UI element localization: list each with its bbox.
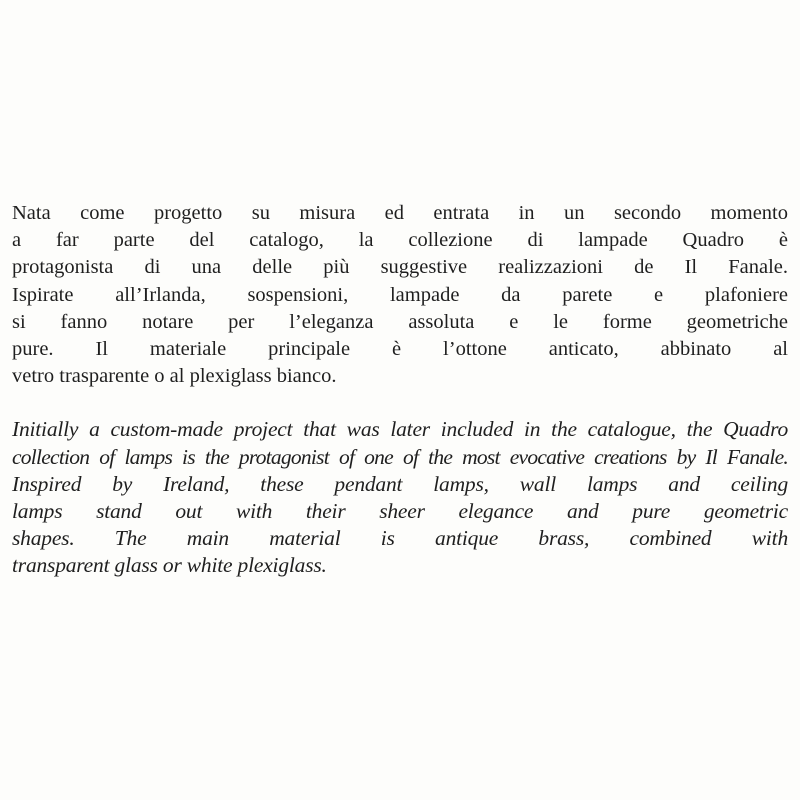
italian-line: si fanno notare per l’eleganza assoluta e le forme geometriche xyxy=(12,310,788,333)
italian-line: Ispirate all’Irlanda, sospensioni, lampade da parete e plafoniere xyxy=(12,283,788,306)
english-line: collection of lamps is the protagonist of one of the most evocative creations by Il Fanale. xyxy=(12,444,788,469)
english-line: Initially a custom-made project that was later included in the catalogue, the Quadro xyxy=(12,417,788,442)
english-line: lamps stand out with their sheer elegance and pure geometric xyxy=(12,498,788,523)
english-line: transparent glass or white plexiglass. xyxy=(12,553,327,578)
italian-line: vetro trasparente o al plexiglass bianco. xyxy=(12,365,337,388)
italian-line: pure. Il materiale principale è l’ottone anticato, abbinato al xyxy=(12,337,788,360)
italian-description xyxy=(12,200,788,390)
italian-line: protagonista di una delle più suggestive realizzazioni de Il Fanale. xyxy=(12,256,788,279)
italian-line: Nata come progetto su misura ed entrata in un secondo momento xyxy=(12,202,788,224)
english-line: Inspired by Ireland, these pendant lamps, wall lamps and ceiling xyxy=(12,471,788,496)
english-line: shapes. The main material is antique brass, combined with xyxy=(12,526,788,551)
english-description xyxy=(12,416,788,579)
italian-line: a far parte del catalogo, la collezione di lampade Quadro è xyxy=(12,229,788,252)
